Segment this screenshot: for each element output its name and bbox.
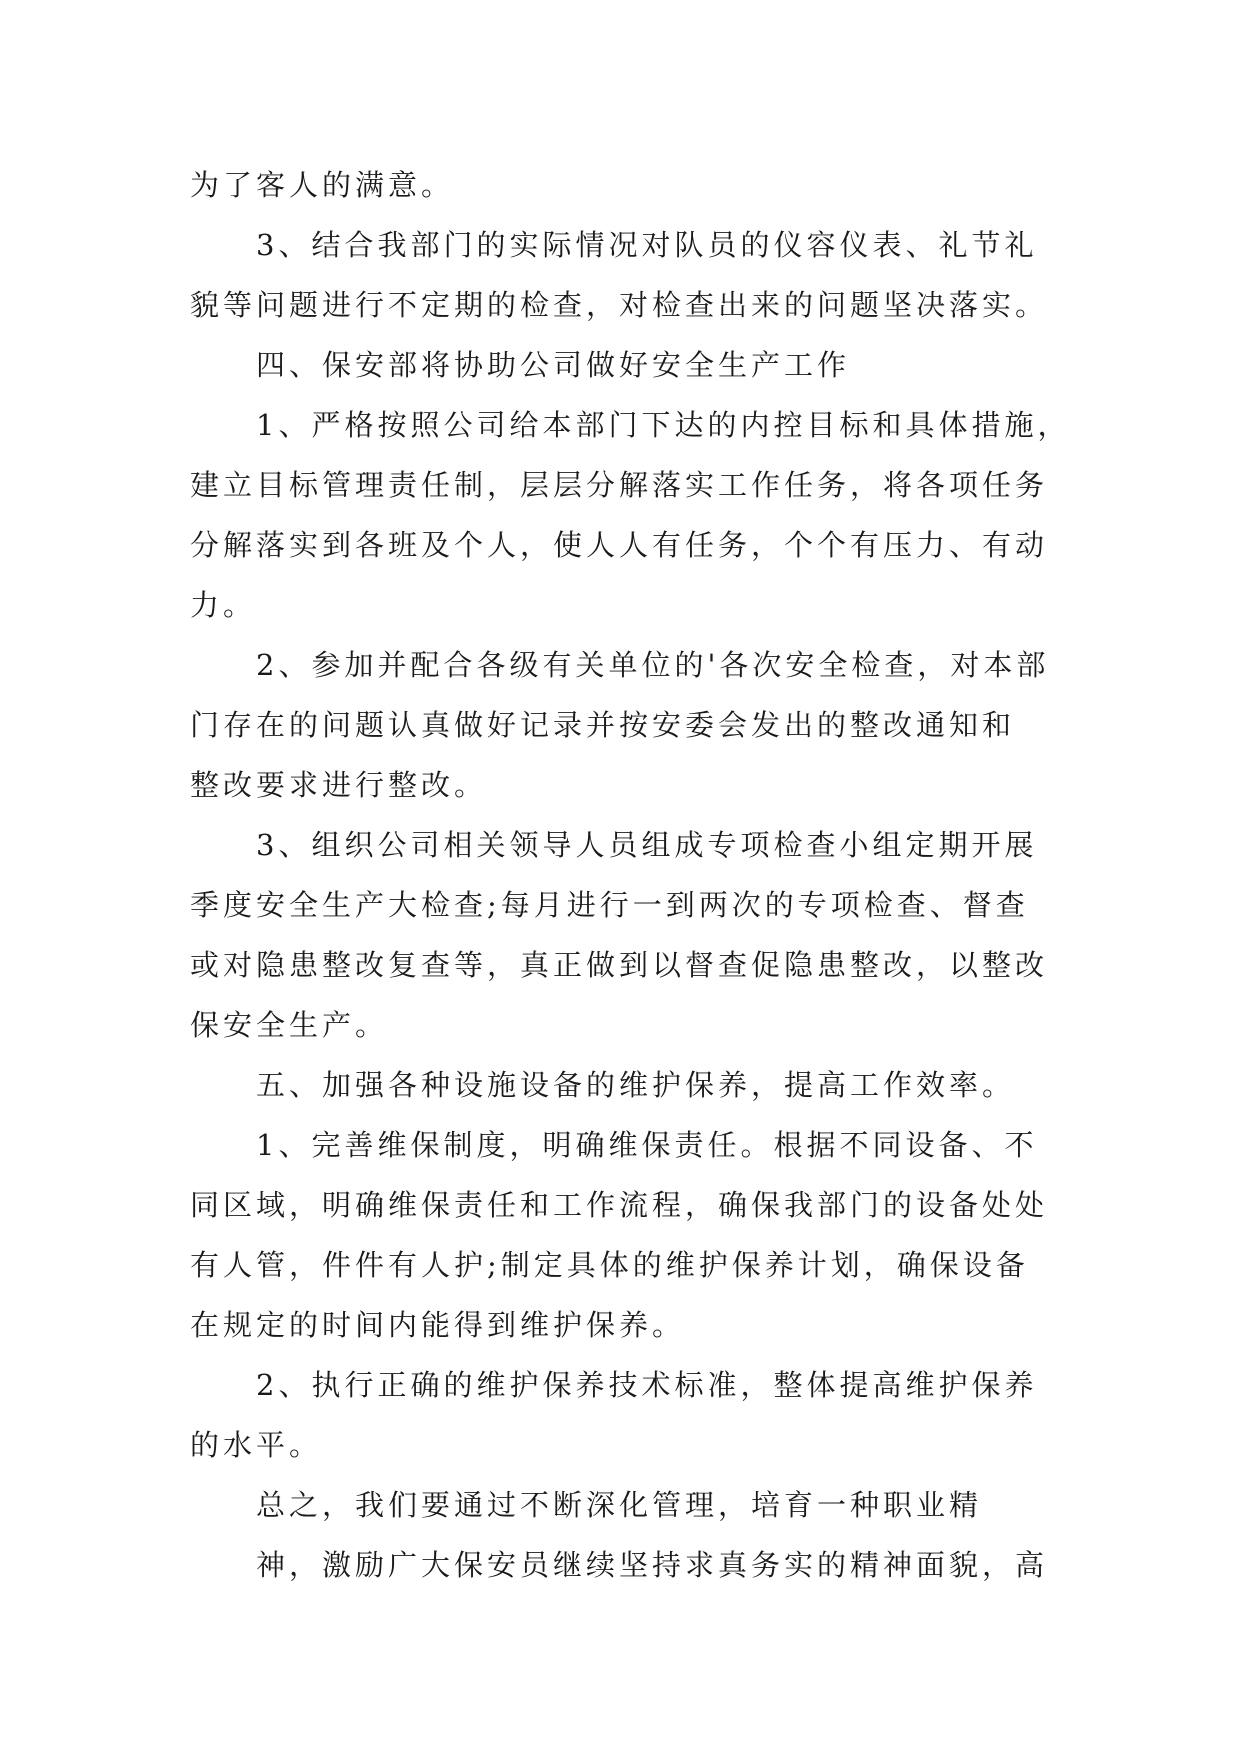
- text-line: 在规定的时间内能得到维护保养。: [190, 1308, 686, 1342]
- text-line: 3、结合我部门的实际情况对队员的仪容仪表、礼节礼: [256, 228, 1038, 262]
- text-line: 1、完善维保制度，明确维保责任。根据不同设备、不: [256, 1128, 1038, 1162]
- text-line: 整改要求进行整改。: [190, 768, 488, 802]
- text-line: 2、执行正确的维护保养技术标准，整体提高维护保养: [256, 1368, 1038, 1402]
- section-heading: 五、加强各种设施设备的维护保养，提高工作效率。: [256, 1068, 1016, 1102]
- text-line: 有人管，件件有人护;制定具体的维护保养计划，确保设备: [190, 1248, 1029, 1282]
- text-line: 的水平。: [190, 1428, 323, 1462]
- text-line: 建立目标管理责任制，层层分解落实工作任务，将各项任务: [190, 468, 1049, 502]
- text-line: 1、严格按照公司给本部门下达的内控目标和具体措施，: [256, 408, 1071, 442]
- text-line: 同区域，明确维保责任和工作流程，确保我部门的设备处处: [190, 1188, 1049, 1222]
- text-line: 分解落实到各班及个人，使人人有任务，个个有压力、有动: [190, 528, 1049, 562]
- text-line: 2、参加并配合各级有关单位的'各次安全检查，对本部: [256, 648, 1050, 682]
- text-line: 为了客人的满意。: [190, 168, 455, 202]
- text-line: 神，激励广大保安员继续坚持求真务实的精神面貌，高: [256, 1548, 1049, 1582]
- section-heading: 四、保安部将协助公司做好安全生产工作: [256, 348, 851, 382]
- text-line: 季度安全生产大检查;每月进行一到两次的专项检查、督查: [190, 888, 1029, 922]
- text-line: 力。: [190, 588, 257, 622]
- text-line: 或对隐患整改复查等，真正做到以督查促隐患整改，以整改: [190, 948, 1049, 982]
- text-line: 门存在的问题认真做好记录并按安委会发出的整改通知和: [190, 708, 1016, 742]
- text-line: 保安全生产。: [190, 1008, 389, 1042]
- text-line: 貌等问题进行不定期的检查，对检查出来的问题坚决落实。: [190, 288, 1049, 322]
- text-line: 总之，我们要通过不断深化管理，培育一种职业精: [256, 1488, 983, 1522]
- text-line: 3、组织公司相关领导人员组成专项检查小组定期开展: [256, 828, 1038, 862]
